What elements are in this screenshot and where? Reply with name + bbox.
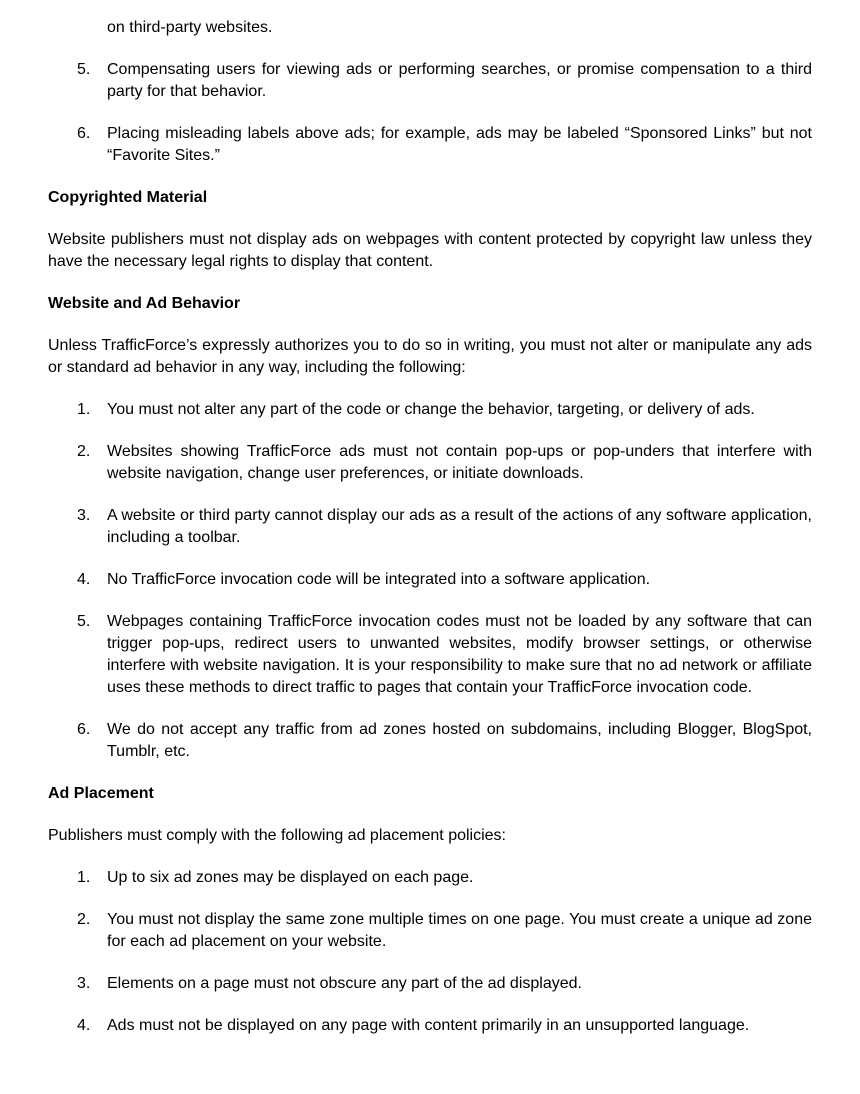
list-item-text: Placing misleading labels above ads; for example, ads may be labeled “Sponsored Links” but not “Favorite Sites.” [107,125,812,164]
list-item [48,399,812,421]
list-item-text: Compensating users for viewing ads or performing searches, or promise compensation to a third party for that behavior. [107,61,812,100]
list-number: 5. [77,61,91,78]
list-number: 6. [77,125,91,142]
list-number: 2. [77,443,91,460]
copyright-paragraph: Website publishers must not display ads on webpages with content protected by copyright law unless they have the necessary legal rights to display that content. [48,231,812,270]
list-item-text: We do not accept any traffic from ad zones hosted on subdomains, including Blogger, BlogSpot, Tumblr, etc. [107,721,812,760]
list-number: 1. [77,869,91,886]
list-item [48,441,812,485]
placement-intro-paragraph: Publishers must comply with the following ad placement policies: [48,827,506,844]
list-item [48,505,812,549]
list-item-text: Elements on a page must not obscure any part of the ad displayed. [107,975,582,992]
behavior-intro-paragraph: Unless TrafficForce’s expressly authorizes you to do so in writing, you must not alter or manipulate any ads or standard ad behavior in any way, including the following: [48,337,812,376]
list-number: 4. [77,1017,91,1034]
list-item-text: Ads must not be displayed on any page with content primarily in an unsupported language. [107,1017,750,1034]
list-item-text: Up to six ad zones may be displayed on each page. [107,869,474,886]
list-item-text: You must not display the same zone multiple times on one page. You must create a unique ad zone for each ad placement on your website. [107,911,812,950]
document-page [48,17,812,1057]
list-item-text: No TrafficForce invocation code will be integrated into a software application. [107,571,651,588]
list-number: 4. [77,571,91,588]
list-item [48,569,812,591]
list-item [48,611,812,699]
list-item-text: Webpages containing TrafficForce invocation codes must not be loaded by any software that can trigger pop-ups, redirect users to unwanted websites, modify browser settings, or otherwise interfere with website navigation. It is your responsibility to make sure that no ad network or affiliate uses these methods to direct traffic to pages that contain your TrafficForce invocation code. [107,613,812,696]
list-item-text: A website or third party cannot display our ads as a result of the actions of any software application, including a toolbar. [107,507,812,546]
prohibited-practices-list [48,59,812,167]
list-number: 3. [77,975,91,992]
list-item-text: You must not alter any part of the code or change the behavior, targeting, or delivery of ads. [107,401,755,418]
list-number: 3. [77,507,91,524]
list-number: 1. [77,401,91,418]
behavior-list [48,399,812,763]
list-item-text: Websites showing TrafficForce ads must not contain pop-ups or pop-unders that interfere with website navigation, change user preferences, or initiate downloads. [107,443,812,482]
list-item [48,1015,812,1037]
list-item [48,973,812,995]
list-number: 6. [77,721,91,738]
list-number: 5. [77,613,91,630]
list-item-continuation: on third-party websites. [107,19,273,36]
list-item [48,867,812,889]
section-heading-ad-placement: Ad Placement [48,785,154,802]
section-heading-copyrighted-material: Copyrighted Material [48,189,208,206]
list-item [48,123,812,167]
list-item [48,719,812,763]
section-heading-website-ad-behavior: Website and Ad Behavior [48,295,241,312]
list-item [48,909,812,953]
list-item [48,59,812,103]
placement-list [48,867,812,1037]
list-number: 2. [77,911,91,928]
